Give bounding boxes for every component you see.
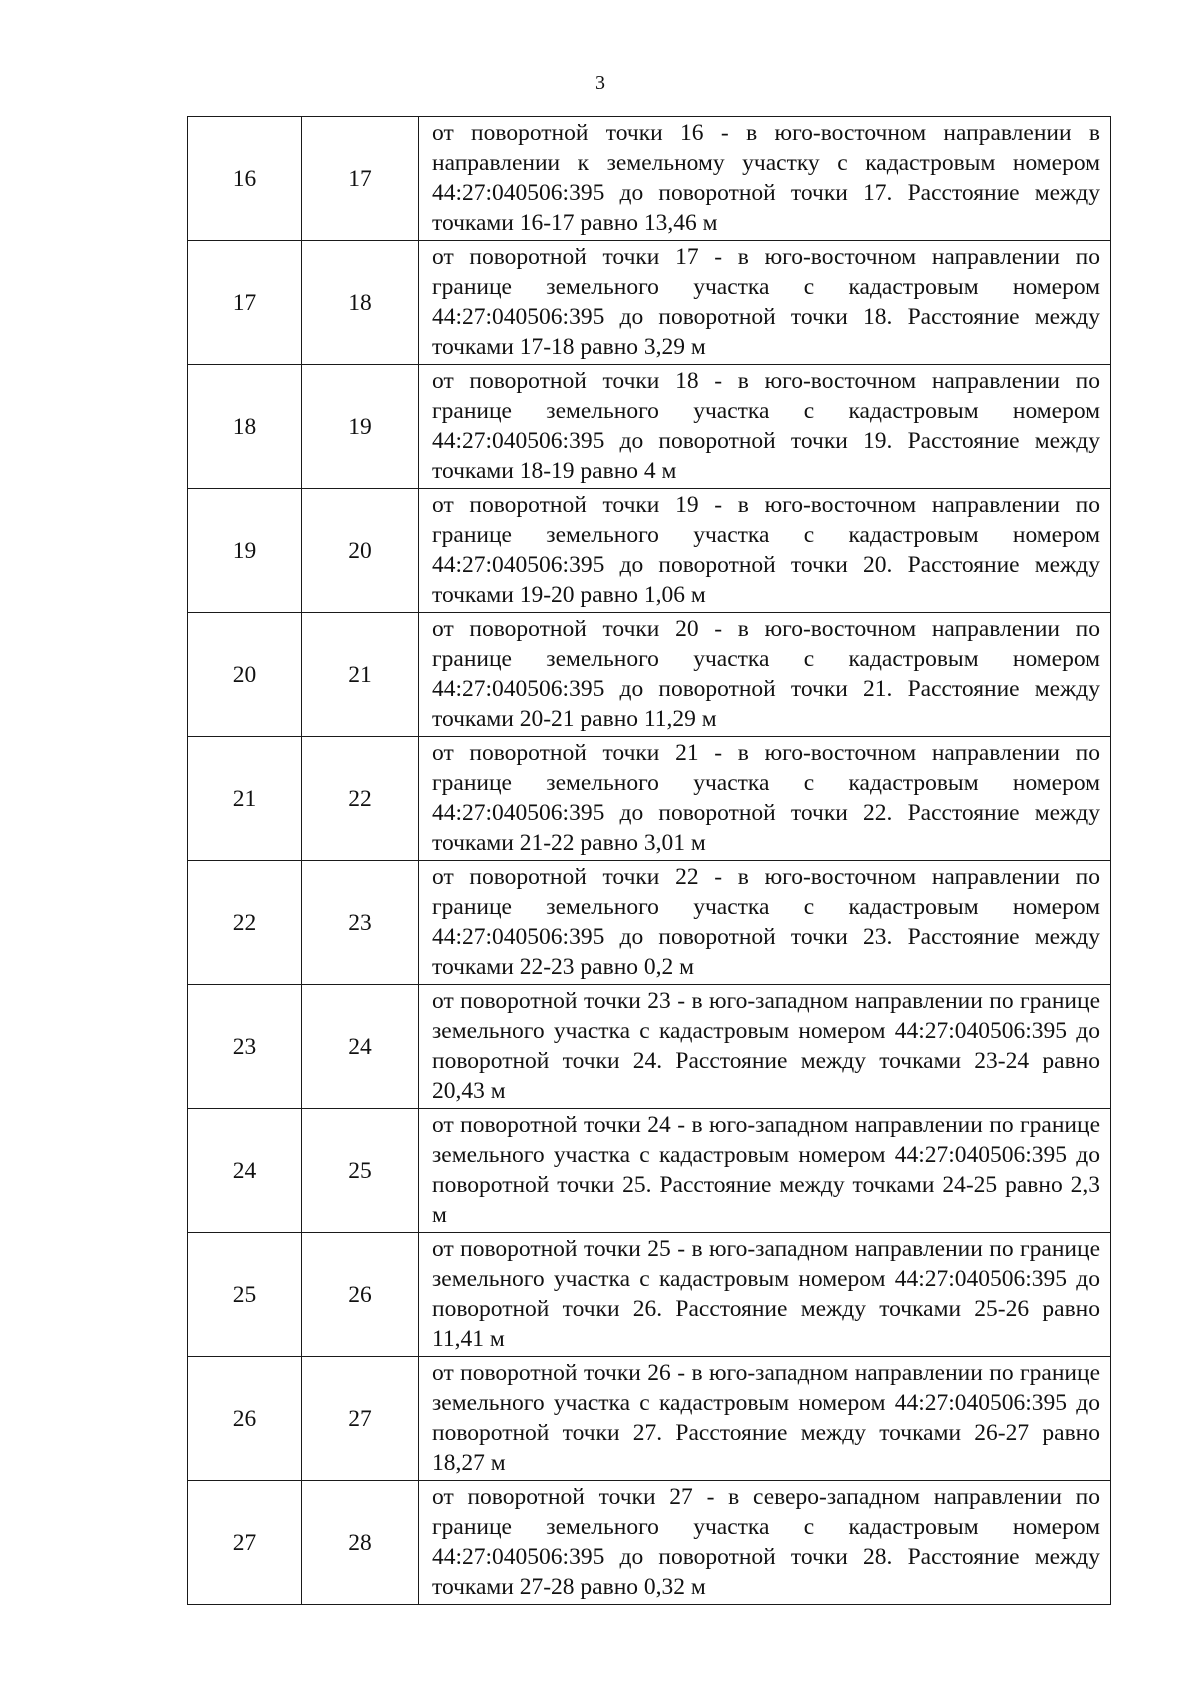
from-point-cell: 18: [188, 365, 302, 489]
from-point-cell: 17: [188, 241, 302, 365]
description-text: от поворотной точки 22 - в юго-восточном направлении по границе земельного участка с кадастровым номером 44:27:040506:395 до поворотной точки 23. Расстояние между точками 22-23 равно 0,2 м: [432, 864, 1100, 980]
description-cell: [419, 861, 1111, 985]
to-point-cell: 24: [302, 985, 419, 1109]
table-row: [188, 1109, 1111, 1233]
table-row: [188, 985, 1111, 1109]
description-cell: [419, 117, 1111, 241]
description-cell: [419, 613, 1111, 737]
table-row: [188, 1357, 1111, 1481]
from-point-cell: 16: [188, 117, 302, 241]
table-row: [188, 365, 1111, 489]
description-text: от поворотной точки 18 - в юго-восточном направлении по границе земельного участка с кадастровым номером 44:27:040506:395 до поворотной точки 19. Расстояние между точками 18-19 равно 4 м: [432, 368, 1100, 484]
to-point-cell: 17: [302, 117, 419, 241]
from-point-cell: 25: [188, 1233, 302, 1357]
table-row: [188, 489, 1111, 613]
table-row: [188, 613, 1111, 737]
to-point-cell: 28: [302, 1481, 419, 1605]
description-cell: [419, 489, 1111, 613]
description-text: от поворотной точки 26 - в юго-западном направлении по границе земельного участка с кадастровым номером 44:27:040506:395 до поворотной точки 27. Расстояние между точками 26-27 равно 18,27 м: [432, 1360, 1100, 1476]
description-text: от поворотной точки 24 - в юго-западном направлении по границе земельного участка с кадастровым номером 44:27:040506:395 до поворотной точки 25. Расстояние между точками 24-25 равно 2,3 м: [432, 1112, 1100, 1228]
to-point-cell: 26: [302, 1233, 419, 1357]
to-point-cell: 19: [302, 365, 419, 489]
table-row: [188, 737, 1111, 861]
description-text: от поворотной точки 25 - в юго-западном направлении по границе земельного участка с кадастровым номером 44:27:040506:395 до поворотной точки 26. Расстояние между точками 25-26 равно 11,41 м: [432, 1236, 1100, 1352]
to-point-cell: 18: [302, 241, 419, 365]
from-point-cell: 21: [188, 737, 302, 861]
from-point-cell: 19: [188, 489, 302, 613]
description-cell: [419, 1109, 1111, 1233]
table-row: [188, 861, 1111, 985]
description-cell: [419, 1481, 1111, 1605]
description-text: от поворотной точки 17 - в юго-восточном направлении по границе земельного участка с кадастровым номером 44:27:040506:395 до поворотной точки 18. Расстояние между точками 17-18 равно 3,29 м: [432, 244, 1100, 360]
boundary-description-table: [187, 116, 1111, 1605]
description-text: от поворотной точки 16 - в юго-восточном направлении в направлении к земельному участку с кадастровым номером 44:27:040506:395 до поворотной точки 17. Расстояние между точками 16-17 равно 13,46 м: [432, 120, 1100, 236]
description-cell: [419, 737, 1111, 861]
from-point-cell: 20: [188, 613, 302, 737]
to-point-cell: 27: [302, 1357, 419, 1481]
to-point-cell: 22: [302, 737, 419, 861]
to-point-cell: 20: [302, 489, 419, 613]
description-cell: [419, 985, 1111, 1109]
from-point-cell: 24: [188, 1109, 302, 1233]
description-cell: [419, 1233, 1111, 1357]
to-point-cell: 25: [302, 1109, 419, 1233]
from-point-cell: 27: [188, 1481, 302, 1605]
description-text: от поворотной точки 23 - в юго-западном направлении по границе земельного участка с кадастровым номером 44:27:040506:395 до поворотной точки 24. Расстояние между точками 23-24 равно 20,43 м: [432, 988, 1100, 1104]
from-point-cell: 22: [188, 861, 302, 985]
page-number: 3: [595, 72, 605, 94]
table-row: [188, 241, 1111, 365]
table-row: [188, 1233, 1111, 1357]
description-cell: [419, 1357, 1111, 1481]
from-point-cell: 26: [188, 1357, 302, 1481]
table-row: [188, 1481, 1111, 1605]
table-row: [188, 117, 1111, 241]
description-text: от поворотной точки 21 - в юго-восточном направлении по границе земельного участка с кадастровым номером 44:27:040506:395 до поворотной точки 22. Расстояние между точками 21-22 равно 3,01 м: [432, 740, 1100, 856]
to-point-cell: 23: [302, 861, 419, 985]
description-text: от поворотной точки 20 - в юго-восточном направлении по границе земельного участка с кадастровым номером 44:27:040506:395 до поворотной точки 21. Расстояние между точками 20-21 равно 11,29 м: [432, 616, 1100, 732]
from-point-cell: 23: [188, 985, 302, 1109]
description-text: от поворотной точки 27 - в северо-западном направлении по границе земельного участка с кадастровым номером 44:27:040506:395 до поворотной точки 28. Расстояние между точками 27-28 равно 0,32 м: [432, 1484, 1100, 1600]
description-text: от поворотной точки 19 - в юго-восточном направлении по границе земельного участка с кадастровым номером 44:27:040506:395 до поворотной точки 20. Расстояние между точками 19-20 равно 1,06 м: [432, 492, 1100, 608]
description-cell: [419, 365, 1111, 489]
to-point-cell: 21: [302, 613, 419, 737]
description-cell: [419, 241, 1111, 365]
